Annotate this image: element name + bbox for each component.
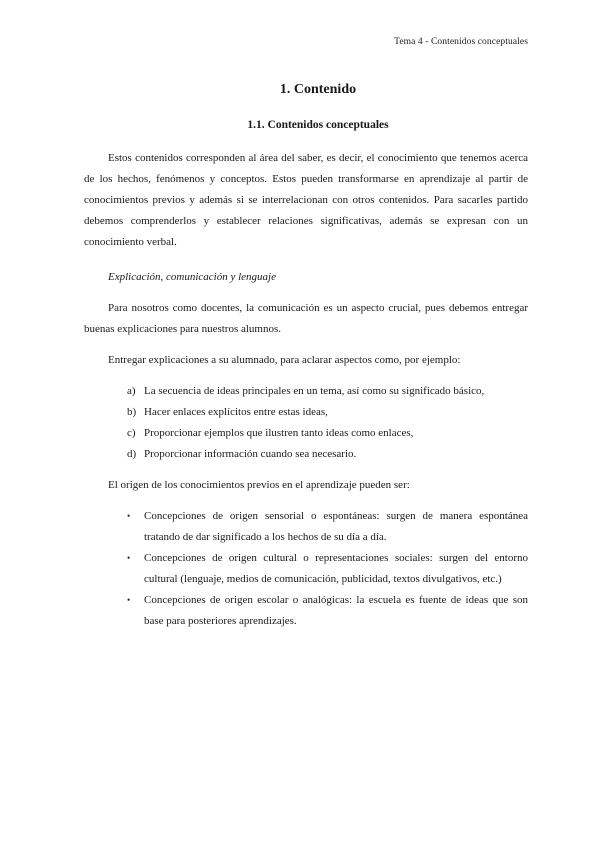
list-item-text: Proporcionar ejemplos que ilustren tanto ideas como enlaces, (144, 427, 414, 439)
origin-lead-paragraph: El origen de los conocimientos previos en el aprendizaje pueden ser: (108, 479, 410, 491)
list-item (108, 506, 528, 548)
bullet-icon: • (127, 595, 131, 605)
list-item (108, 402, 528, 423)
bullet-list (108, 506, 528, 632)
list-item-text: Hacer enlaces explícitos entre estas ideas, (144, 406, 328, 418)
list-item (108, 381, 528, 402)
communication-paragraph: Para nosotros como docentes, la comunicación es un aspecto crucial, pues debemos entregar buenas explicaciones para nuestros alumnos. (84, 302, 528, 335)
subheading: Explicación, comunicación y lenguaje (108, 271, 276, 283)
chapter-title: 1. Contenido (279, 82, 357, 97)
list-item (108, 423, 528, 444)
list-marker: c) (127, 427, 136, 439)
page-content (84, 80, 528, 632)
list-item-text: Concepciones de origen escolar o analógicas: la escuela es fuente de ideas que son base para posteriores aprendizajes. (144, 594, 528, 627)
section-title: 1.1. Contenidos conceptuales (247, 119, 389, 131)
list-item-text: La secuencia de ideas principales en un tema, así como su significado básico, (144, 385, 485, 397)
list-item-text: Concepciones de origen cultural o representaciones sociales: surgen del entorno cultural (lenguaje, medios de comunicación, publicidad, textos divulgativos, etc.) (144, 552, 528, 585)
intro-paragraph: Estos contenidos corresponden al área del saber, es decir, el conocimiento que tenemos acerca de los hechos, fenómenos y conceptos. Estos pueden transformarse en aprendizaje al partir de conocimientos previos y además si se interrelacionan con otros contenidos. Para sacarles partido debemos comprenderlos y establecer relaciones significativas, además se expresan con un conocimiento verbal. (84, 152, 528, 248)
list-item (108, 444, 528, 465)
bullet-icon: • (127, 553, 131, 563)
list-item (108, 590, 528, 632)
explanations-lead-paragraph: Entregar explicaciones a su alumnado, para aclarar aspectos como, por ejemplo: (108, 354, 461, 366)
list-item-text: Proporcionar información cuando sea necesario. (144, 448, 357, 460)
lettered-list (108, 381, 528, 465)
list-item (108, 548, 528, 590)
running-header: Tema 4 - Contenidos conceptuales (394, 37, 528, 47)
list-marker: d) (127, 448, 137, 460)
bullet-icon: • (127, 511, 131, 521)
list-marker: b) (127, 406, 137, 418)
list-marker: a) (127, 385, 136, 397)
list-item-text: Concepciones de origen sensorial o espontáneas: surgen de manera espontánea tratando de dar significado a los hechos de su día a día. (144, 510, 528, 543)
